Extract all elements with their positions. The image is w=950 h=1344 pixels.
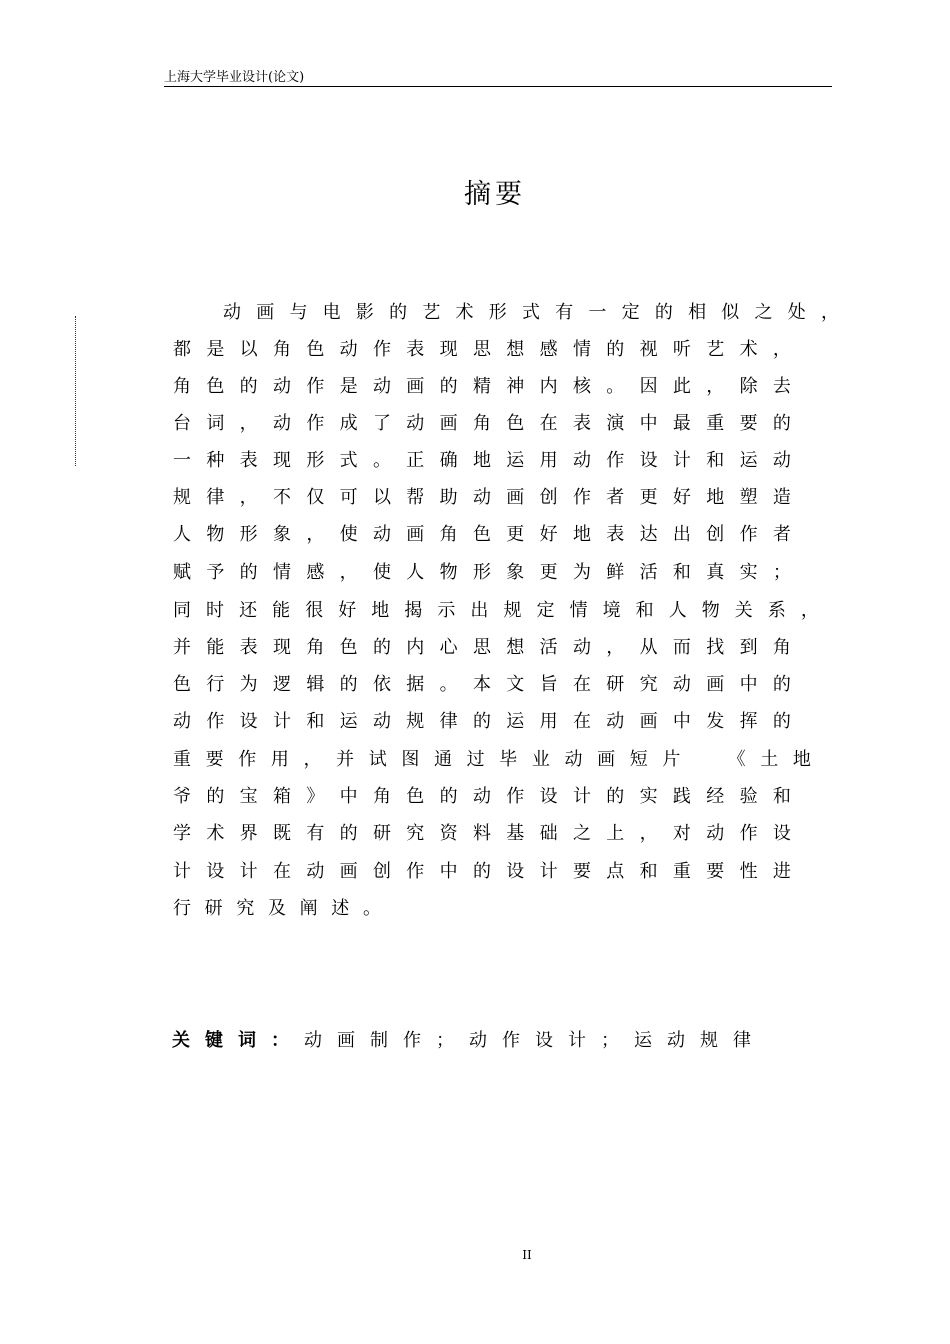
abstract-line: 一 种 表 现 形 式 。 正 确 地 运 用 动 作 设 计 和 运 动 bbox=[173, 450, 791, 471]
abstract-line: 爷 的 宝 箱 》 中 角 色 的 动 作 设 计 的 实 践 经 验 和 bbox=[173, 786, 791, 807]
abstract-line: 色 行 为 逻 辑 的 依 据 。 本 文 旨 在 研 究 动 画 中 的 bbox=[173, 674, 791, 695]
abstract-line: 学 术 界 既 有 的 研 究 资 料 基 础 之 上 ， 对 动 作 设 bbox=[173, 823, 791, 844]
binding-margin-line bbox=[75, 316, 76, 466]
abstract-line: 同 时 还 能 很 好 地 揭 示 出 规 定 情 境 和 人 物 关 系 ， bbox=[173, 600, 819, 621]
abstract-line: 重 要 作 用 ， 并 试 图 通 过 毕 业 动 画 短 片 《 土 地 bbox=[173, 749, 811, 770]
header-title: 上海大学毕业设计(论文) bbox=[164, 70, 305, 85]
page-number: II bbox=[522, 1248, 532, 1262]
keywords-label: 关键词： bbox=[172, 1030, 304, 1051]
keywords-text: 动画制作；动作设计；运动规律 bbox=[304, 1030, 766, 1051]
abstract-line: 计 设 计 在 动 画 创 作 中 的 设 计 要 点 和 重 要 性 进 bbox=[173, 861, 791, 882]
abstract-line: 人 物 形 象 ， 使 动 画 角 色 更 好 地 表 达 出 创 作 者 bbox=[173, 524, 791, 545]
abstract-line: 角 色 的 动 作 是 动 画 的 精 神 内 核 。 因 此 ， 除 去 bbox=[173, 376, 791, 397]
keywords bbox=[172, 1026, 766, 1056]
abstract-line: 并 能 表 现 角 色 的 内 心 思 想 活 动 ， 从 而 找 到 角 bbox=[173, 637, 791, 658]
abstract-line: 规 律 ， 不 仅 可 以 帮 助 动 画 创 作 者 更 好 地 塑 造 bbox=[173, 487, 791, 508]
page-title: 摘要 bbox=[464, 179, 526, 210]
abstract-line: 赋 予 的 情 感 ， 使 人 物 形 象 更 为 鲜 活 和 真 实 ； bbox=[173, 562, 791, 583]
abstract-line: 台 词 ， 动 作 成 了 动 画 角 色 在 表 演 中 最 重 要 的 bbox=[173, 413, 791, 434]
abstract-line: 动 画 与 电 影 的 艺 术 形 式 有 一 定 的 相 似 之 处 ， bbox=[223, 302, 839, 323]
abstract-line: 动 作 设 计 和 运 动 规 律 的 运 用 在 动 画 中 发 挥 的 bbox=[173, 711, 791, 732]
abstract-line: 都 是 以 角 色 动 作 表 现 思 想 感 情 的 视 听 艺 术 ， bbox=[173, 339, 791, 360]
page-header bbox=[164, 64, 832, 87]
abstract-line: 行 研 究 及 阐 述 。 bbox=[173, 898, 381, 919]
